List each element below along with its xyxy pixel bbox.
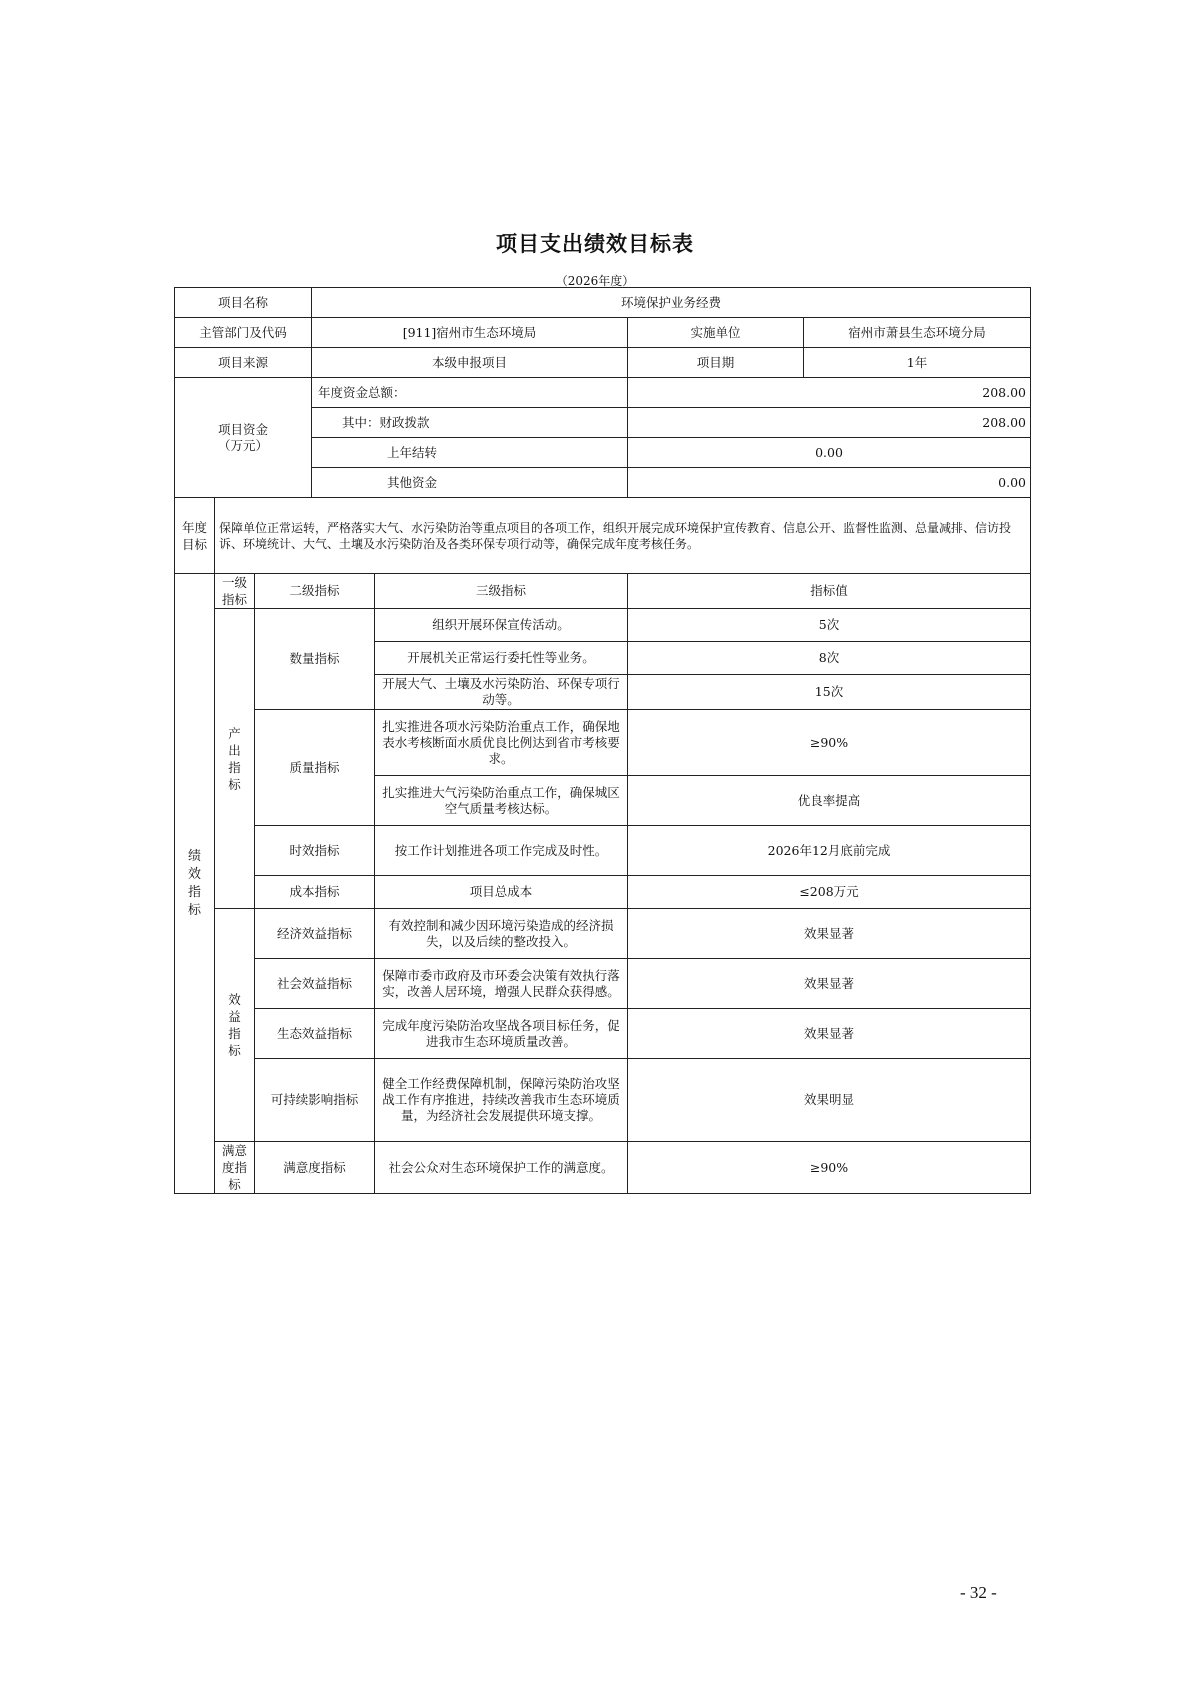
cost-value: ≤208万元 (628, 876, 1031, 909)
funds-total-label: 年度资金总额： (312, 378, 628, 408)
ecological-value: 效果显著 (628, 1009, 1031, 1059)
quantity-1-name: 组织开展环保宣传活动。 (375, 609, 628, 642)
funds-fiscal-label: 其中：财政拨款 (312, 408, 628, 438)
performance-indicators-label: 绩效指标 (175, 574, 215, 1194)
funds-total-value: 208.00 (628, 378, 1031, 408)
quantity-1-value: 5次 (628, 609, 1031, 642)
funds-carry-value: 0.00 (628, 438, 1031, 468)
cost-name: 项目总成本 (375, 876, 628, 909)
page-number: - 32 - (960, 1583, 997, 1602)
quality-1-value: ≥90% (628, 710, 1031, 776)
satisfaction-name: 社会公众对生态环境保护工作的满意度。 (375, 1142, 628, 1194)
table-row (175, 318, 1031, 348)
funds-label (175, 378, 312, 498)
annual-goal-label: 年度目标 (175, 498, 215, 574)
timeliness-name: 按工作计划推进各项工作完成及时性。 (375, 826, 628, 876)
header-level3: 三级指标 (375, 574, 628, 609)
project-name-value: 环境保护业务经费 (312, 288, 1031, 318)
quantity-2-name: 开展机关正常运行委托性等业务。 (375, 642, 628, 675)
annual-goal-text: 保障单位正常运转，严格落实大气、水污染防治等重点项目的各项工作，组织开展完成环境保护宣传教育、信息公开、监督性监测、总量减排、信访投诉、环境统计、大气、土壤及水污染防治及各类环保专项行动等，确保完成年度考核任务。 (215, 498, 1031, 574)
period-value: 1年 (804, 348, 1031, 378)
table-row (175, 1009, 1031, 1059)
impl-label: 实施单位 (628, 318, 804, 348)
table-row (175, 876, 1031, 909)
quantity-3-name: 开展大气、土壤及水污染防治、环保专项行动等。 (375, 675, 628, 710)
quality-2-value: 优良率提高 (628, 776, 1031, 826)
ecological-name: 完成年度污染防治攻坚战各项目标任务，促进我市生态环境质量改善。 (375, 1009, 628, 1059)
period-label: 项目期 (628, 348, 804, 378)
header-level1: 一级指标 (215, 574, 255, 609)
header-level2: 二级指标 (255, 574, 375, 609)
satisfaction-label: 满意度指标 (255, 1142, 375, 1194)
ecological-label: 生态效益指标 (255, 1009, 375, 1059)
source-value: 本级申报项目 (312, 348, 628, 378)
quantity-indicators-label: 数量指标 (255, 609, 375, 710)
social-value: 效果显著 (628, 959, 1031, 1009)
funds-label-line2: （万元） (217, 437, 268, 453)
table-row (175, 288, 1031, 318)
timeliness-value: 2026年12月底前完成 (628, 826, 1031, 876)
social-label: 社会效益指标 (255, 959, 375, 1009)
dept-label: 主管部门及代码 (175, 318, 312, 348)
cost-label: 成本指标 (255, 876, 375, 909)
table-row (175, 1142, 1031, 1194)
table-row (175, 909, 1031, 959)
quantity-2-value: 8次 (628, 642, 1031, 675)
page-subtitle: （2026年度） (555, 274, 635, 288)
quality-1-name: 扎实推进各项水污染防治重点工作，确保地表水考核断面水质优良比例达到省市考核要求。 (375, 710, 628, 776)
table-row (175, 348, 1031, 378)
funds-other-label: 其他资金 (312, 468, 628, 498)
satisfaction-indicators-label: 满意度指标 (215, 1142, 255, 1194)
funds-carry-label: 上年结转 (312, 438, 628, 468)
table-row (175, 710, 1031, 776)
economic-name: 有效控制和减少因环境污染造成的经济损失，以及后续的整改投入。 (375, 909, 628, 959)
page-title: 项目支出绩效目标表 (496, 232, 694, 256)
sustainable-name: 健全工作经费保障机制，保障污染防治攻坚战工作有序推进，持续改善我市生态环境质量，为经济社会发展提供环境支撑。 (375, 1059, 628, 1142)
table-row (175, 574, 1031, 609)
economic-label: 经济效益指标 (255, 909, 375, 959)
funds-fiscal-value: 208.00 (628, 408, 1031, 438)
social-name: 保障市委市政府及市环委会决策有效执行落实，改善人居环境，增强人民群众获得感。 (375, 959, 628, 1009)
sustainable-value: 效果明显 (628, 1059, 1031, 1142)
header-value: 指标值 (628, 574, 1031, 609)
table-row (175, 959, 1031, 1009)
project-name-label: 项目名称 (175, 288, 312, 318)
funds-other-value: 0.00 (628, 468, 1031, 498)
quality-indicators-label: 质量指标 (255, 710, 375, 826)
table-row (175, 609, 1031, 642)
sustainable-label: 可持续影响指标 (255, 1059, 375, 1142)
table-row (175, 378, 1031, 408)
economic-value: 效果显著 (628, 909, 1031, 959)
output-indicators-label: 产出指标 (215, 609, 255, 909)
table-row (175, 498, 1031, 574)
satisfaction-value: ≥90% (628, 1142, 1031, 1194)
impl-value: 宿州市萧县生态环境分局 (804, 318, 1031, 348)
benefit-indicators-label: 效益指标 (215, 909, 255, 1142)
quality-2-name: 扎实推进大气污染防治重点工作，确保城区空气质量考核达标。 (375, 776, 628, 826)
source-label: 项目来源 (175, 348, 312, 378)
dept-value: [911]宿州市生态环境局 (312, 318, 628, 348)
table-row (175, 1059, 1031, 1142)
performance-target-table (174, 287, 1031, 1194)
table-row (175, 826, 1031, 876)
timeliness-label: 时效指标 (255, 826, 375, 876)
funds-label-line1: 项目资金 (217, 421, 268, 437)
quantity-3-value: 15次 (628, 675, 1031, 710)
